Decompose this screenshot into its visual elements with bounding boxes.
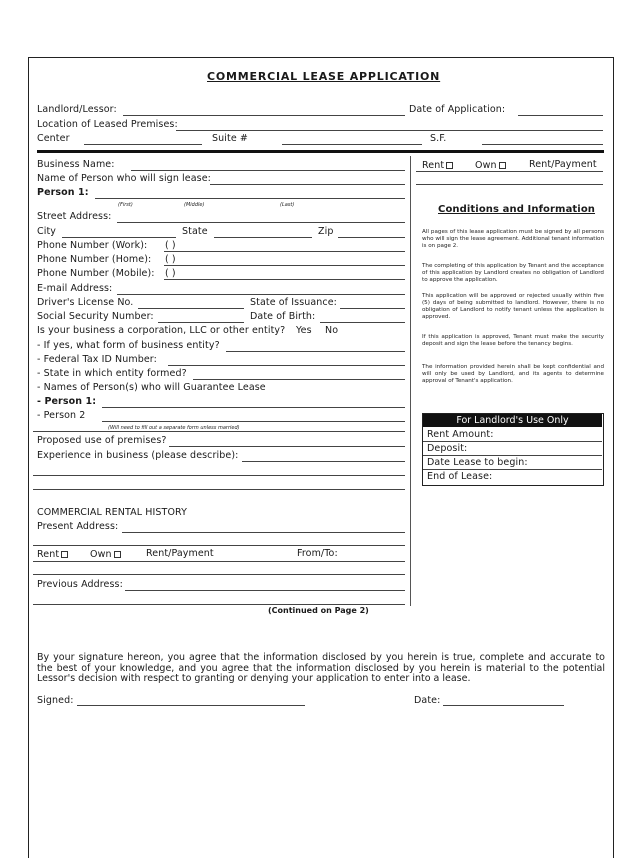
fed-tax-field[interactable] [168,365,405,366]
experience-label: Experience in business (please describe): [37,450,239,461]
phone-home-paren: ( ) [165,254,176,265]
person1-label: Person 1: [37,187,89,198]
fed-tax-label: - Federal Tax ID Number: [37,354,157,365]
right-rent-label: Rent [422,160,453,171]
business-name-label: Business Name: [37,159,115,170]
suite-label: Suite # [212,133,248,144]
center-label: Center [37,133,70,144]
history-rent-label: Rent [37,549,68,560]
person1-field[interactable] [95,198,405,199]
history-title: COMMERCIAL RENTAL HISTORY [37,507,188,518]
middle-caption: (Middle) [184,202,205,208]
present-address-line-2[interactable] [33,545,405,546]
business-name-field[interactable] [131,170,405,171]
signature-field[interactable] [77,705,305,706]
conditions-para-5: The information provided herein shall be kept confidential and will only be used by Landlord, and its agents to determine approval of Tenant's application. [422,364,604,384]
separate-form-note: (Will need to fill out a separate form unless married) [108,425,240,431]
state-formed-field[interactable] [193,379,405,380]
right-rent-payment-label: Rent/Payment [529,159,597,170]
previous-address-line-2[interactable] [33,604,405,605]
entity-form-label: - If yes, what form of business entity? [37,340,220,351]
previous-address-label: Previous Address: [37,579,123,590]
phone-mobile-label: Phone Number (Mobile): [37,268,155,279]
license-label: Driver's License No. [37,297,134,308]
history-rent-line-2[interactable] [33,574,405,575]
right-rent-line-2[interactable] [416,184,603,185]
corp-no[interactable]: No [325,325,339,336]
guarantee-label: - Names of Person(s) who will Guarantee Lease [37,382,266,393]
experience-field[interactable] [242,461,405,462]
present-address-field[interactable] [122,532,405,533]
signer-field[interactable] [210,184,405,185]
history-rent-checkbox[interactable] [61,551,68,558]
sf-label: S.F. [430,133,447,144]
experience-line-3[interactable] [33,489,405,490]
right-own-label: Own [475,160,506,171]
right-rent-checkbox[interactable] [446,162,453,169]
first-caption: (First) [118,202,133,208]
signer-label: Name of Person who will sign lease: [37,173,211,184]
landlord-field[interactable] [123,115,405,116]
zip-field[interactable] [338,237,405,238]
page-title: COMMERCIAL LEASE APPLICATION [207,70,441,83]
date-lease-label: Date Lease to begin: [427,457,528,468]
street-label: Street Address: [37,211,112,222]
suite-field[interactable] [282,144,422,145]
email-field[interactable] [117,294,405,295]
entity-form-field[interactable] [226,351,405,352]
history-from-to-label: From/To: [297,548,338,559]
sf-field[interactable] [482,144,603,145]
last-caption: (Last) [280,202,295,208]
rent-amount-label: Rent Amount: [427,429,494,440]
dob-label: Date of Birth: [250,311,316,322]
conditions-para-3: This application will be approved or rejected usually within five (5) days of being submitted to landlord. However, there is no obligation of Landlord to notify tenant unless the application is approved. [422,293,604,320]
g-person1-label: - Person 1: [37,396,97,407]
history-rent-payment-label: Rent/Payment [146,548,214,559]
phone-work-field[interactable] [164,251,405,252]
history-own-label: Own [90,549,121,560]
proposed-use-field[interactable] [169,446,405,447]
conditions-title: Conditions and Information [438,204,596,215]
divider-line [33,431,405,432]
history-own-checkbox[interactable] [114,551,121,558]
zip-label: Zip [318,226,334,237]
right-rent-line[interactable] [416,171,603,172]
email-label: E-mail Address: [37,283,113,294]
corp-yes[interactable]: Yes [296,325,312,336]
deposit-label: Deposit: [427,443,468,454]
phone-work-label: Phone Number (Work): [37,240,148,251]
date-application-field[interactable] [518,115,603,116]
previous-address-field[interactable] [125,590,405,591]
corp-question: Is your business a corporation, LLC or other entity? [37,325,286,336]
state-field[interactable] [214,237,312,238]
phone-work-paren: ( ) [165,240,176,251]
phone-mobile-field[interactable] [164,279,405,280]
state-issuance-field[interactable] [340,308,405,309]
history-rent-line[interactable] [33,561,405,562]
date-application-label: Date of Application: [409,104,506,115]
present-address-label: Present Address: [37,521,119,532]
date-lease-divider [423,469,602,470]
conditions-para-4: If this application is approved, Tenant must make the security deposit and sign the lease before the tenancy begins. [422,334,604,347]
center-field[interactable] [84,144,202,145]
ssn-label: Social Security Number: [37,311,154,322]
date-field[interactable] [443,705,564,706]
header-divider [37,150,604,153]
end-lease-label: End of Lease: [427,471,493,482]
state-issuance-label: State of Issuance: [250,297,337,308]
ssn-field[interactable] [158,322,244,323]
g-person2-label: - Person 2 [37,410,86,421]
conditions-para-1: All pages of this lease application must be signed by all persons who will sign the lease agreement. Additional tenant information is on page 2. [422,229,604,249]
g-person2-field[interactable] [102,421,405,422]
phone-home-field[interactable] [164,265,405,266]
experience-line-2[interactable] [33,475,405,476]
signed-label: Signed: [37,695,74,706]
location-field[interactable] [176,130,603,131]
agreement-text: By your signature hereon, you agree that the information disclosed by you herein is true, complete and accurate to the best of your knowledge, and you agree that the information disclosed by you herein is material to the potential Lessor's decision with respect to granting or denying your application to enter into a lease. [37,652,605,684]
right-own-checkbox[interactable] [499,162,506,169]
state-label: State [182,226,208,237]
proposed-use-label: Proposed use of premises? [37,435,167,446]
city-label: City [37,226,57,237]
street-field[interactable] [117,222,405,223]
dob-field[interactable] [320,322,405,323]
conditions-para-2: The completing of this application by Tenant and the acceptance of this application by Landlord creates no obligation of Landlord to approve the application. [422,263,604,283]
date-label: Date: [414,695,441,706]
city-field[interactable] [62,237,176,238]
g-person1-field[interactable] [102,407,405,408]
state-formed-label: - State in which entity formed? [37,368,187,379]
rent-amount-divider [423,441,602,442]
phone-home-label: Phone Number (Home): [37,254,152,265]
continued-note: (Continued on Page 2) [268,606,369,615]
phone-mobile-paren: ( ) [165,268,176,279]
landlord-use-title: For Landlord's Use Only [423,414,602,427]
column-divider [410,156,411,606]
license-field[interactable] [138,308,244,309]
landlord-label: Landlord/Lessor: [37,104,117,115]
deposit-divider [423,455,602,456]
location-label: Location of Leased Premises: [37,119,178,130]
